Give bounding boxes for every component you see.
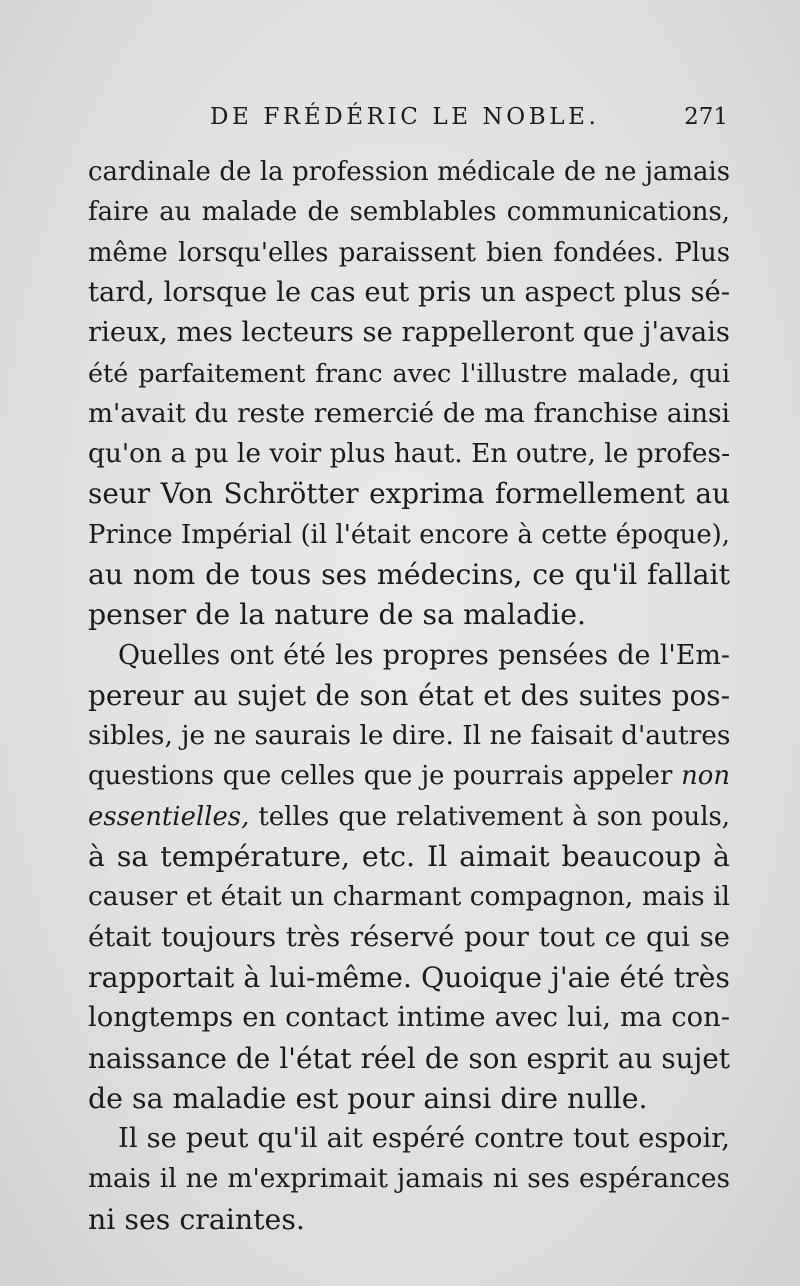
text-segment: telles que relativement à son pouls,	[258, 801, 731, 832]
text-line: longtemps en contact intime avec lui, ma con-	[88, 1002, 730, 1034]
running-title: DE FRÉDÉRIC LE NOBLE.	[210, 104, 600, 130]
text-line: Prince Impérial (il l'était encore à cette époque),	[88, 519, 730, 550]
text-line	[88, 756, 730, 796]
italic-word: essentielles,	[88, 801, 250, 832]
text-line: cardinale de la profession médicale de ne jamais	[88, 157, 730, 187]
text-line: ni ses craintes.	[88, 1202, 305, 1236]
text-line: naissance de l'état réel de son esprit au sujet	[88, 1041, 730, 1075]
text-line: seur Von Schrötter exprima formellement au	[88, 477, 730, 511]
text-line: tard, lorsque le cas eut pris un aspect plus sé-	[88, 276, 730, 308]
text-line: faire au malade de semblables communications,	[88, 197, 730, 228]
italic-word: non	[681, 761, 730, 792]
text-line: qu'on a pu le voir plus haut. En outre, le profes-	[88, 438, 730, 470]
page-number: 271	[684, 104, 728, 130]
text-line: causer et était un charmant compagnon, mais il	[88, 881, 730, 913]
text-line: de sa maladie est pour ainsi dire nulle.	[88, 1081, 648, 1115]
text-line: m'avait du reste remercié de ma franchise ainsi	[88, 397, 730, 429]
text-line: rapportait à lui-même. Quoique j'aie été très	[88, 960, 730, 994]
text-line: sibles, je ne saurais le dire. Il ne faisait d'autres	[88, 720, 731, 752]
text-line: penser de la nature de sa maladie.	[88, 598, 587, 632]
text-segment: questions que celles que je pourrais appeler	[88, 761, 673, 792]
text-line	[88, 797, 730, 837]
text-line: Quelles ont été les propres pensées de l'Em-	[118, 639, 730, 671]
text-line: rieux, mes lecteurs se rappelleront que j'avais	[88, 317, 730, 349]
text-line: Il se peut qu'il ait espéré contre tout espoir,	[118, 1123, 730, 1155]
text-line: mais il ne m'exprimait jamais ni ses espérances	[88, 1163, 730, 1195]
text-line: même lorsqu'elles paraissent bien fondées. Plus	[88, 237, 730, 268]
text-line: était toujours très réservé pour tout ce qui se	[88, 921, 730, 953]
text-line: au nom de tous ses médecins, ce qu'il fallait	[88, 557, 730, 591]
text-line: à sa température, etc. Il aimait beaucoup à	[88, 840, 730, 874]
body-text	[88, 152, 730, 1240]
text-line: pereur au sujet de son état et des suites pos-	[88, 678, 730, 712]
text-line: été parfaitement franc avec l'illustre malade, qui	[88, 358, 730, 389]
running-head	[86, 104, 738, 138]
